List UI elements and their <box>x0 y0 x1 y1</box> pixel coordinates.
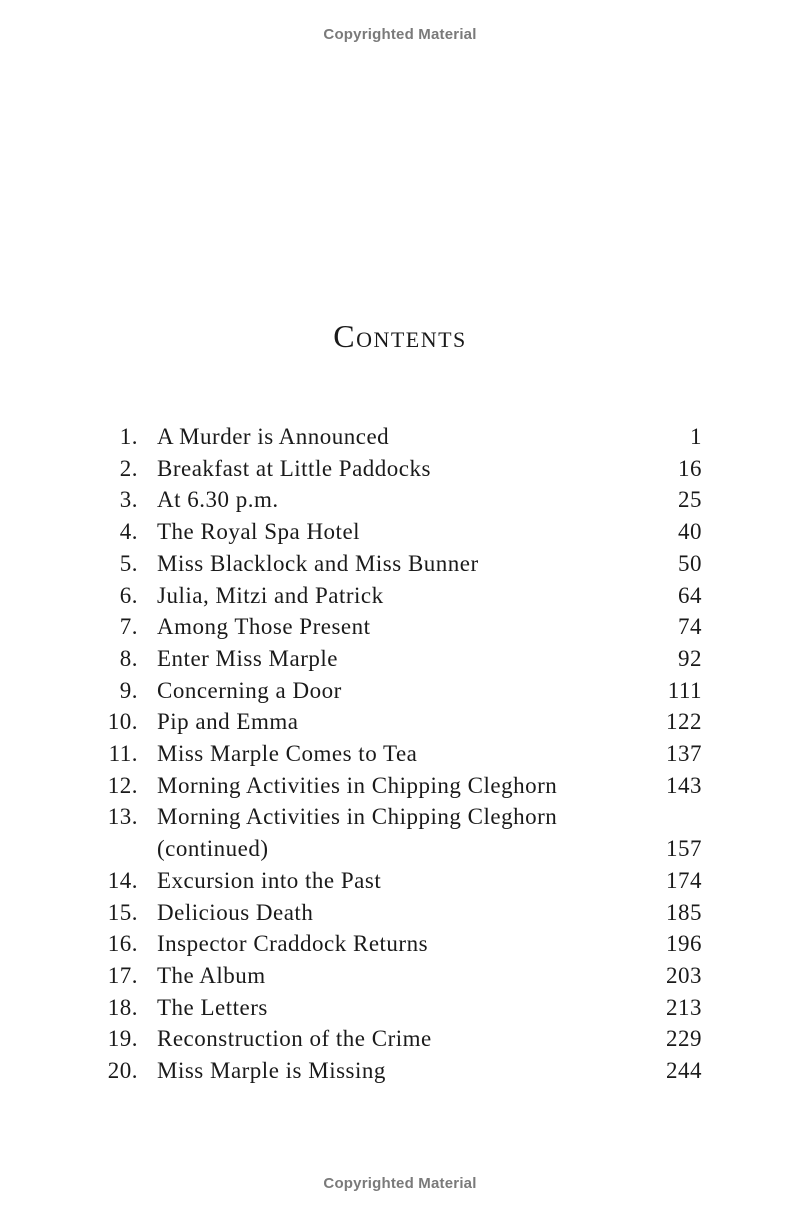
chapter-number: 5. <box>119 550 138 576</box>
chapter-number: 4. <box>119 519 138 545</box>
chapter-title: Excursion into the Past <box>157 867 382 893</box>
page-number: 174 <box>666 867 702 893</box>
page-number: 229 <box>666 1026 702 1052</box>
chapter-title: Breakfast at Little Paddocks <box>157 455 431 481</box>
chapter-title: Inspector Craddock Returns <box>157 931 429 957</box>
chapter-title: Miss Blacklock and Miss Bunner <box>157 550 479 576</box>
page-number: 74 <box>678 614 702 640</box>
toc-entry <box>0 770 800 802</box>
copyright-watermark-bottom: Copyrighted Material <box>323 1175 477 1192</box>
chapter-title: Morning Activities in Chipping Cleghorn (continued) <box>157 804 558 862</box>
chapter-number: 20. <box>107 1058 138 1084</box>
chapter-number: 16. <box>107 931 138 957</box>
toc-entry <box>0 516 800 548</box>
page-number: 111 <box>667 677 702 703</box>
page-number: 213 <box>666 994 702 1020</box>
toc-entry <box>0 453 800 485</box>
chapter-number: 19. <box>107 1026 138 1052</box>
chapter-number: 12. <box>107 772 138 798</box>
chapter-title: Reconstruction of the Crime <box>157 1026 432 1052</box>
page-number: 203 <box>666 962 702 988</box>
toc-entry <box>0 1023 800 1055</box>
toc-entry <box>0 580 800 612</box>
copyright-watermark-top: Copyrighted Material <box>323 26 477 43</box>
chapter-number: 9. <box>119 677 138 703</box>
chapter-title: Pip and Emma <box>157 709 299 735</box>
toc-entry <box>0 643 800 675</box>
chapter-number: 7. <box>119 614 138 640</box>
toc-entry <box>0 675 800 707</box>
chapter-title: At 6.30 p.m. <box>157 487 279 513</box>
page-number: 16 <box>678 455 702 481</box>
chapter-number: 13. <box>107 804 138 830</box>
chapter-number: 14. <box>107 867 138 893</box>
chapter-title: The Album <box>157 962 266 988</box>
chapter-number: 18. <box>107 994 138 1020</box>
page-number: 40 <box>678 519 702 545</box>
chapter-title: Among Those Present <box>157 614 371 640</box>
toc-entry <box>0 738 800 770</box>
chapter-title: The Royal Spa Hotel <box>157 519 361 545</box>
chapter-title: Concerning a Door <box>157 677 342 703</box>
table-of-contents <box>0 421 800 1087</box>
chapter-number: 10. <box>107 709 138 735</box>
page-number: 244 <box>666 1058 702 1084</box>
toc-entry <box>0 801 800 864</box>
chapter-number: 3. <box>119 487 138 513</box>
chapter-number: 11. <box>108 741 138 767</box>
toc-entry <box>0 484 800 516</box>
toc-entry <box>0 421 800 453</box>
toc-entry <box>0 897 800 929</box>
chapter-title: Enter Miss Marple <box>157 645 338 671</box>
toc-entry <box>0 611 800 643</box>
toc-entry <box>0 865 800 897</box>
toc-entry <box>0 992 800 1024</box>
chapter-title: Delicious Death <box>157 899 314 925</box>
page-number: 157 <box>666 836 702 862</box>
page-number: 64 <box>678 582 702 608</box>
page-number: 137 <box>666 741 702 767</box>
chapter-number: 6. <box>119 582 138 608</box>
chapter-number: 1. <box>119 424 138 449</box>
page-number: 92 <box>678 645 702 671</box>
page-number: 50 <box>678 550 702 576</box>
page-number: 1 <box>690 424 702 449</box>
toc-entry <box>0 928 800 960</box>
chapter-title: A Murder is Announced <box>157 424 390 449</box>
chapter-number: 17. <box>107 962 138 988</box>
chapter-title: Julia, Mitzi and Patrick <box>157 582 384 608</box>
page-number: 25 <box>678 487 702 513</box>
page-number: 143 <box>666 772 702 798</box>
chapter-title: Miss Marple Comes to Tea <box>157 741 418 767</box>
chapter-number: 2. <box>119 455 138 481</box>
chapter-title: The Letters <box>157 994 268 1020</box>
page-number: 122 <box>666 709 702 735</box>
page-title: Contents <box>333 318 467 354</box>
toc-entry <box>0 1055 800 1087</box>
toc-entry <box>0 548 800 580</box>
page-number: 196 <box>666 931 702 957</box>
toc-entry <box>0 706 800 738</box>
chapter-title: Morning Activities in Chipping Cleghorn <box>157 772 558 798</box>
chapter-number: 15. <box>107 899 138 925</box>
toc-entry <box>0 960 800 992</box>
chapter-title: Miss Marple is Missing <box>157 1058 386 1084</box>
chapter-number: 8. <box>119 645 138 671</box>
page-number: 185 <box>666 899 702 925</box>
